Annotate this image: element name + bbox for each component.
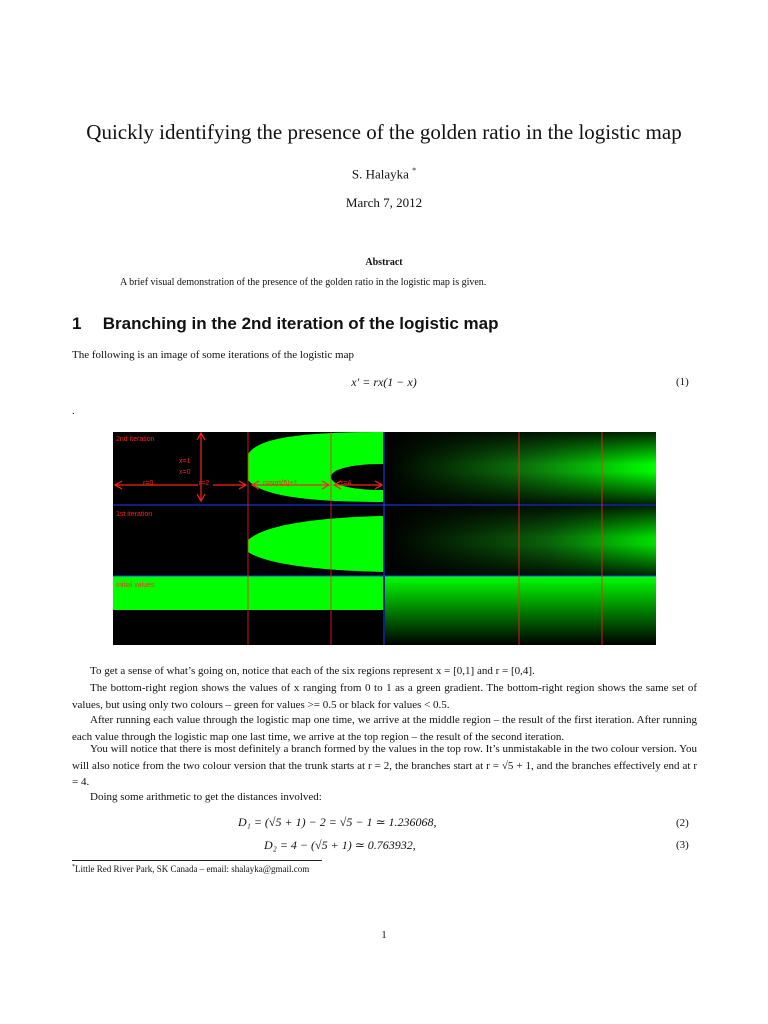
paragraph-4: You will notice that there is most definitely a branch formed by the values in the top row. It’s unmistakable in the two colour version. You will also notice from the two colour version that the trunk starts at r = 2, the branches start at r = √5 + 1, and the branches effectively end at r = 4. [72, 743, 697, 788]
intro-paragraph: The following is an image of some iterations of the logistic map [72, 349, 354, 361]
footnote [72, 864, 309, 874]
section-title: Branching in the 2nd iteration of the logistic map [102, 314, 499, 333]
section-number: 1 [72, 314, 82, 333]
author-footnote-mark: * [412, 166, 417, 175]
abstract-text: A brief visual demonstration of the presence of the golden ratio in the logistic map is given. [120, 277, 487, 288]
label-x0: x=0 [179, 469, 191, 476]
figure-graphic [113, 432, 656, 645]
date: March 7, 2012 [345, 195, 423, 210]
paragraph-3: After running each value through the logistic map one time, we arrive at the middle region – the result of the first iteration. After running each value through the logistic map one last time, we arrive at the top region – the result of the second iteration. [72, 714, 697, 743]
section-heading [72, 314, 498, 334]
abstract-heading: Abstract [365, 257, 403, 268]
paragraph-1: To get a sense of what’s going on, notice that each of the six regions represent x = [0,1] and r = [0,4]. [90, 665, 535, 677]
paragraph-2: The bottom-right region shows the values of x ranging from 0 to 1 as a green gradient. The bottom-right region shows the same set of values, but using only two colours – green for values >= 0.5 or black for values < 0.5. [72, 682, 697, 711]
author [0, 166, 768, 182]
paragraph-5: Doing some arithmetic to get the distances involved: [90, 791, 322, 803]
label-2nd-iteration: 2nd iteration [116, 436, 155, 443]
equation-3-number: (3) [676, 839, 689, 851]
label-r4: r=4 [341, 480, 352, 487]
page-number: 1 [381, 929, 387, 941]
equation-3: D₂ = 4 − (√5 + 1) ≃ 0.763932, [264, 838, 416, 852]
label-r2: r=2 [199, 480, 210, 487]
logistic-map-figure [113, 432, 656, 645]
label-r0: r=0 [143, 480, 154, 487]
equation-2-number: (2) [676, 817, 689, 829]
paper-title: Quickly identifying the presence of the golden ratio in the logistic map [86, 120, 682, 144]
equation-2: D₁ = (√5 + 1) − 2 = √5 − 1 ≃ 1.236068, [238, 815, 437, 829]
footnote-mark: * [72, 864, 75, 870]
stray-period: . [72, 405, 75, 417]
author-name: S. Halayka [351, 166, 409, 182]
footnote-rule [72, 860, 322, 861]
equation-1: x′ = rx(1 − x) [351, 375, 417, 389]
footnote-text: Little Red River Park, SK Canada – email: shalayka@gmail.com [75, 864, 310, 874]
label-initial-values: Initial values [116, 582, 155, 589]
label-rsqrt: r=sqrt(5)+1 [263, 480, 298, 487]
label-x1: x=1 [179, 458, 191, 465]
equation-1-number: (1) [676, 376, 689, 388]
label-1st-iteration: 1st iteration [116, 511, 153, 518]
